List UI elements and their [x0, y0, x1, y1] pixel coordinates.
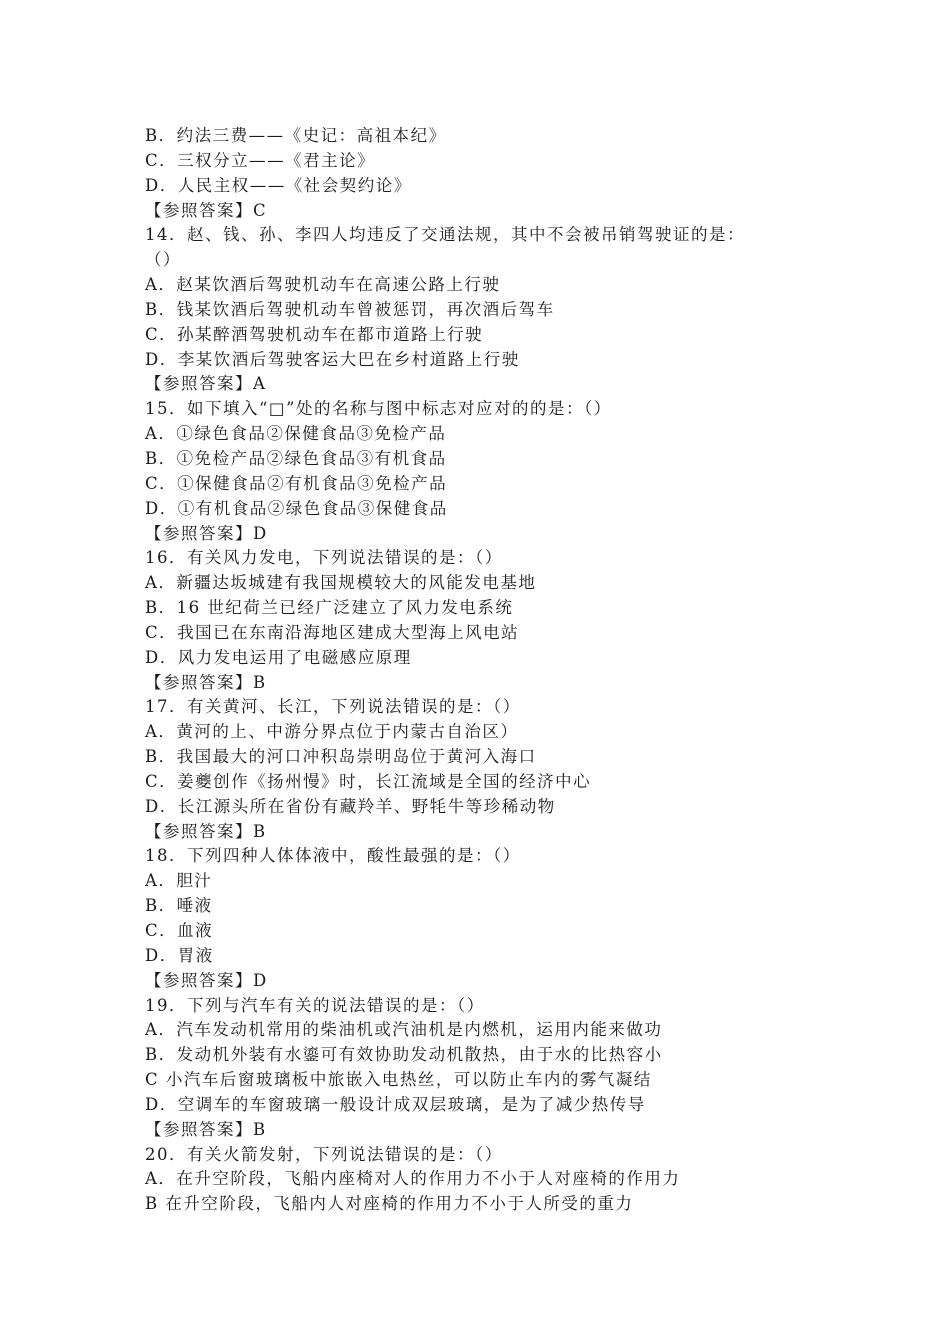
answer-line: 【参照答案】B	[145, 821, 267, 841]
option-line: A．黄河的上、中游分界点位于内蒙古自治区）	[145, 722, 519, 742]
question-text-block	[145, 124, 865, 1217]
option-line: B．约法三费——《史记：高祖本纪》	[145, 126, 447, 145]
option-line: D．风力发电运用了电磁感应原理	[145, 647, 412, 667]
option-line: A．胆汁	[145, 871, 213, 891]
answer-line: 【参照答案】D	[145, 523, 268, 543]
question-stem: 19．下列与汽车有关的说法错误的是：（）	[145, 995, 485, 1015]
option-line: B．唾液	[145, 896, 213, 916]
option-line: D．空调车的车窗玻璃一般设计成双层玻璃，是为了减少热传导	[145, 1094, 646, 1114]
option-line: C．姜夔创作《扬州慢》时，长江流域是全国的经济中心	[145, 771, 592, 791]
question-stem: 15．如下填入“□”处的名称与图中标志对应对的的是：（）	[145, 399, 612, 419]
question-stem: 17．有关黄河、长江，下列说法错误的是：（）	[145, 697, 521, 717]
option-line: D．①有机食品②绿色食品③保健食品	[145, 498, 448, 518]
question-stem: 18．下列四种人体体液中，酸性最强的是：（）	[145, 846, 521, 866]
option-line: D．人民主权——《社会契约论》	[145, 175, 412, 195]
option-line: B．发动机外装有水鎏可有效协助发动机散热，由于水的比热容小	[145, 1045, 663, 1065]
option-line: B．①免检产品②绿色食品③有机食品	[145, 448, 447, 468]
option-line: B 在升空阶段，飞船内人对座椅的作用力不小于人所受的重力	[145, 1194, 634, 1214]
option-line: D．李某饮酒后驾驶客运大巴在乡村道路上行驶	[145, 349, 520, 369]
answer-line: 【参照答案】C	[145, 200, 268, 220]
option-line: C 小汽车后窗玻璃板中旅嵌入电热丝，可以防止车内的雾气凝结	[145, 1070, 652, 1090]
option-line: A．新疆达坂城建有我国规模较大的风能发电基地	[145, 573, 537, 593]
option-line: B．钱某饮酒后驾驶机动车曾被惩罚，再次酒后驾车	[145, 299, 555, 319]
option-line: C．我国已在东南沿海地区建成大型海上风电站	[145, 622, 520, 642]
answer-line: 【参照答案】B	[145, 672, 267, 692]
option-line: A．①绿色食品②保健食品③免检产品	[145, 424, 447, 444]
option-line: C．①保健食品②有机食品③免检产品	[145, 473, 448, 493]
answer-line: 【参照答案】B	[145, 1119, 267, 1139]
text-line: （）	[145, 250, 181, 270]
option-line: B．16 世纪荷兰已经广泛建立了风力发电系统	[145, 598, 514, 618]
option-line: C．孙某醉酒驾驶机动车在都市道路上行驶	[145, 324, 484, 344]
option-line: D．长江源头所在省份有藏羚羊、野牦牛等珍稀动物	[145, 796, 556, 816]
option-line: B．我国最大的河口冲积岛崇明岛位于黄河入海口	[145, 747, 537, 767]
option-line: C．血液	[145, 921, 214, 940]
question-stem: 20．有关火箭发射，下列说法错误的是：（）	[145, 1144, 503, 1164]
option-line: A．在升空阶段，飞船内座椅对人的作用力不小于人对座椅的作用力	[145, 1169, 681, 1189]
option-line: C．三权分立——《君主论》	[145, 150, 376, 170]
answer-line: 【参照答案】A	[145, 374, 267, 394]
question-stem: 14．赵、钱、孙、李四人均违反了交通法规，其中不会被吊销驾驶证的是：	[145, 225, 745, 245]
question-stem: 16．有关风力发电，下列说法错误的是：（）	[145, 548, 503, 568]
answer-line: 【参照答案】D	[145, 970, 268, 990]
option-line: D．胃液	[145, 945, 214, 965]
option-line: A．汽车发动机常用的柴油机或汽油机是内燃机，运用内能来做功	[145, 1020, 663, 1040]
option-line: A．赵某饮酒后驾驶机动车在高速公路上行驶	[145, 275, 501, 295]
